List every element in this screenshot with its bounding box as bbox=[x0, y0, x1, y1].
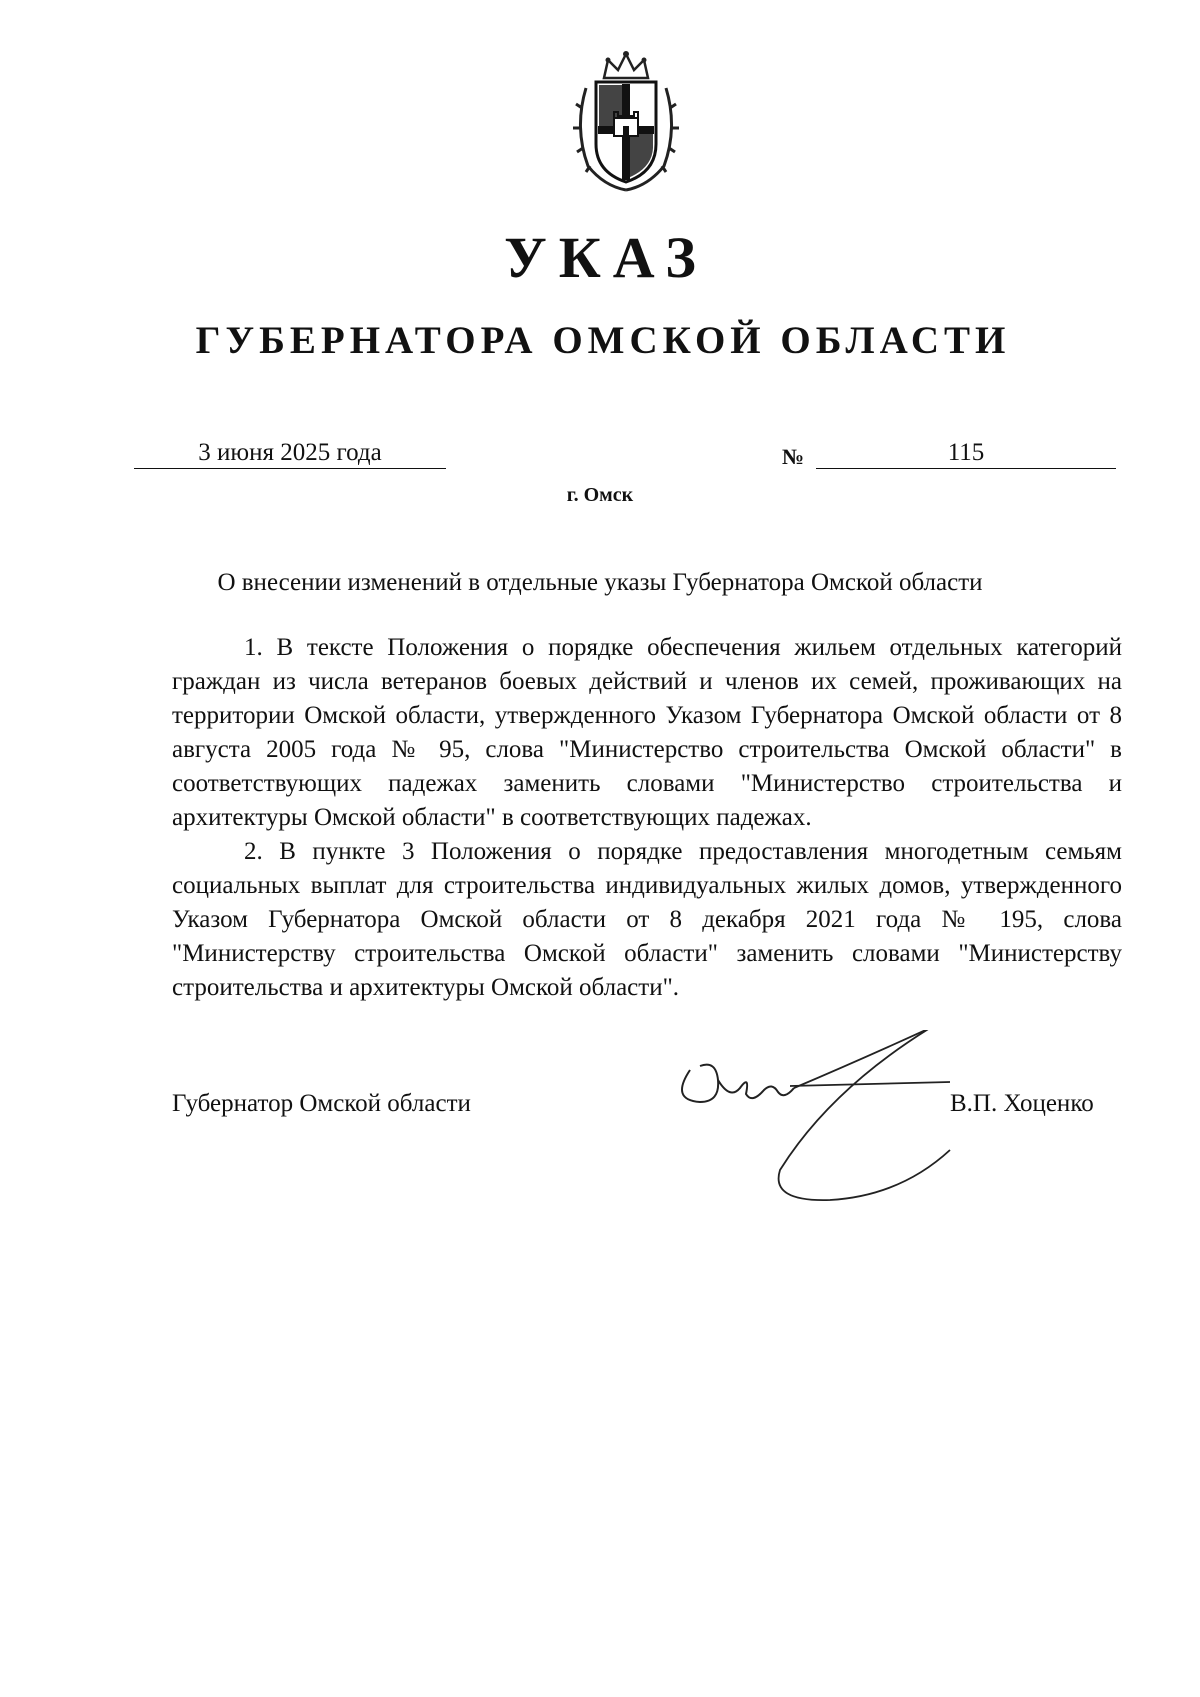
handwritten-signature bbox=[660, 1030, 1080, 1210]
coat-of-arms-icon bbox=[568, 48, 684, 192]
signatory-position: Губернатор Омской области bbox=[172, 1090, 471, 1117]
document-city: г. Омск bbox=[566, 484, 634, 506]
document-date: 3 июня 2025 года bbox=[134, 438, 446, 469]
document-body bbox=[172, 631, 1122, 1005]
issuer-subtitle: ГУБЕРНАТОРА ОМСКОЙ ОБЛАСТИ bbox=[195, 319, 1011, 362]
document-type-title: УКАЗ bbox=[504, 225, 708, 290]
paragraph-1: 1. В тексте Положения о порядке обеспечения жильем отдельных категорий граждан из числа ветеранов боевых действий и членов их семей, проживающих на территории Омской области, утвержденного Указом Губернатора Омской области от 8 августа 2005 года № 95, слова "Министерство строительства Омской области" в соответствующих падежах заменить словами "Министерство строительства и архитектуры Омской области" в соответствующих падежах. bbox=[172, 634, 1122, 831]
signatory-name: В.П. Хоценко bbox=[950, 1090, 1094, 1117]
number-label: № bbox=[782, 444, 805, 469]
paragraph-2: 2. В пункте 3 Положения о порядке предоставления многодетным семьям социальных выплат для строительства индивидуальных жилых домов, утвержденного Указом Губернатора Омской области от 8 декабря 2021 года № 195, слова "Министерству строительства Омской области" заменить словами "Министерству строительства и архитектуры Омской области". bbox=[172, 838, 1122, 1001]
document-heading: О внесении изменений в отдельные указы Губернатора Омской области bbox=[217, 569, 983, 596]
document-number: 115 bbox=[816, 438, 1116, 469]
